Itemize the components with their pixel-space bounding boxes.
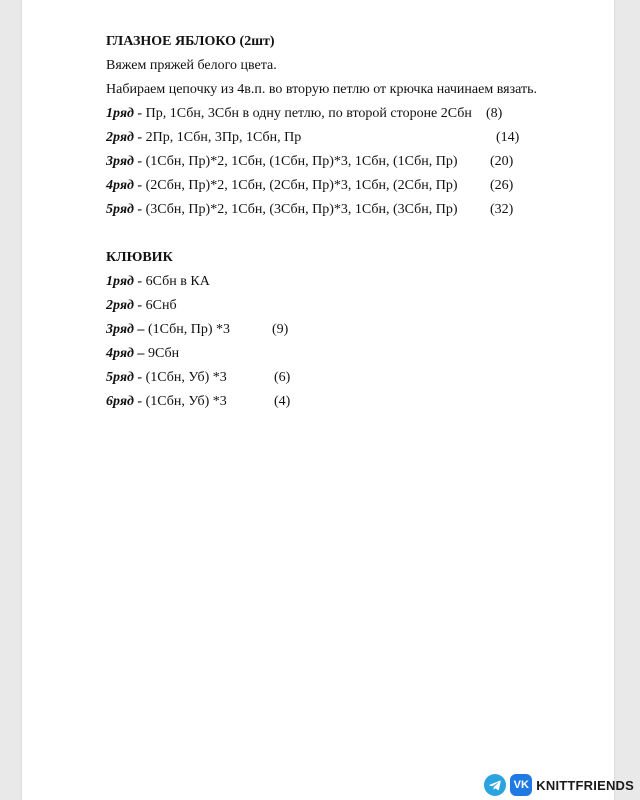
document-content xyxy=(106,30,586,414)
document-page xyxy=(22,0,614,800)
eyeball-row-5 xyxy=(106,198,586,222)
row-text: (1Сбн, Пр) *3 xyxy=(144,322,231,337)
row-count: (4) xyxy=(274,394,291,409)
row-label: 3ряд - xyxy=(106,154,143,169)
row-label: 5ряд - xyxy=(106,370,143,385)
beak-row-6 xyxy=(106,390,586,414)
row-count: (26) xyxy=(490,178,514,193)
eyeball-row-3 xyxy=(106,150,586,174)
row-label: 5ряд - xyxy=(106,202,143,217)
eyeball-row-4 xyxy=(106,174,586,198)
beak-row-1 xyxy=(106,270,586,294)
row-text: (1Сбн, Уб) *3 xyxy=(142,370,227,385)
row-text: 6Сбн в КА xyxy=(142,274,210,289)
row-label: 2ряд - xyxy=(106,298,143,313)
row-text: (2Сбн, Пр)*2, 1Сбн, (2Сбн, Пр)*3, 1Сбн, (2Сбн, Пр) xyxy=(142,178,458,193)
beak-row-4 xyxy=(106,342,586,366)
row-text: (1Сбн, Пр)*2, 1Сбн, (1Сбн, Пр)*3, 1Сбн, (1Сбн, Пр) xyxy=(142,154,458,169)
row-text: 2Пр, 1Сбн, 3Пр, 1Сбн, Пр xyxy=(142,130,302,145)
row-label: 1ряд - xyxy=(106,106,143,121)
beak-row-3 xyxy=(106,318,586,342)
vk-icon: VK xyxy=(510,774,532,796)
row-label: 4ряд - xyxy=(106,178,143,193)
row-text: Пр, 1Сбн, 3Сбн в одну петлю, по второй стороне 2Сбн xyxy=(142,106,472,121)
row-label: 1ряд - xyxy=(106,274,143,289)
watermark-footer xyxy=(484,774,634,796)
row-count: (14) xyxy=(496,130,520,145)
beak-row-2 xyxy=(106,294,586,318)
intro-yarn-color: Вяжем пряжей белого цвета. xyxy=(106,58,277,73)
row-label: 2ряд - xyxy=(106,130,143,145)
eyeball-row-2 xyxy=(106,126,586,150)
row-text: 6Снб xyxy=(142,298,177,313)
row-count: (8) xyxy=(486,106,503,121)
row-text: (1Сбн, Уб) *3 xyxy=(142,394,227,409)
eyeball-row-1 xyxy=(106,102,586,126)
telegram-icon xyxy=(484,774,506,796)
section-title-beak: КЛЮВИК xyxy=(106,250,173,265)
row-text: 9Сбн xyxy=(144,346,180,361)
beak-row-5 xyxy=(106,366,586,390)
intro-chain: Набираем цепочку из 4в.п. во вторую петлю от крючка начинаем вязать. xyxy=(106,82,537,97)
row-label: 4ряд – xyxy=(106,346,145,361)
section-title-eyeball: ГЛАЗНОЕ ЯБЛОКО (2шт) xyxy=(106,34,275,49)
row-count: (32) xyxy=(490,202,514,217)
row-count: (6) xyxy=(274,370,291,385)
brand-watermark: KNITTFRIENDS xyxy=(536,777,634,793)
row-text: (3Сбн, Пр)*2, 1Сбн, (3Сбн, Пр)*3, 1Сбн, (3Сбн, Пр) xyxy=(142,202,458,217)
row-label: 3ряд – xyxy=(106,322,145,337)
row-label: 6ряд - xyxy=(106,394,143,409)
row-count: (9) xyxy=(272,322,289,337)
row-count: (20) xyxy=(490,154,514,169)
